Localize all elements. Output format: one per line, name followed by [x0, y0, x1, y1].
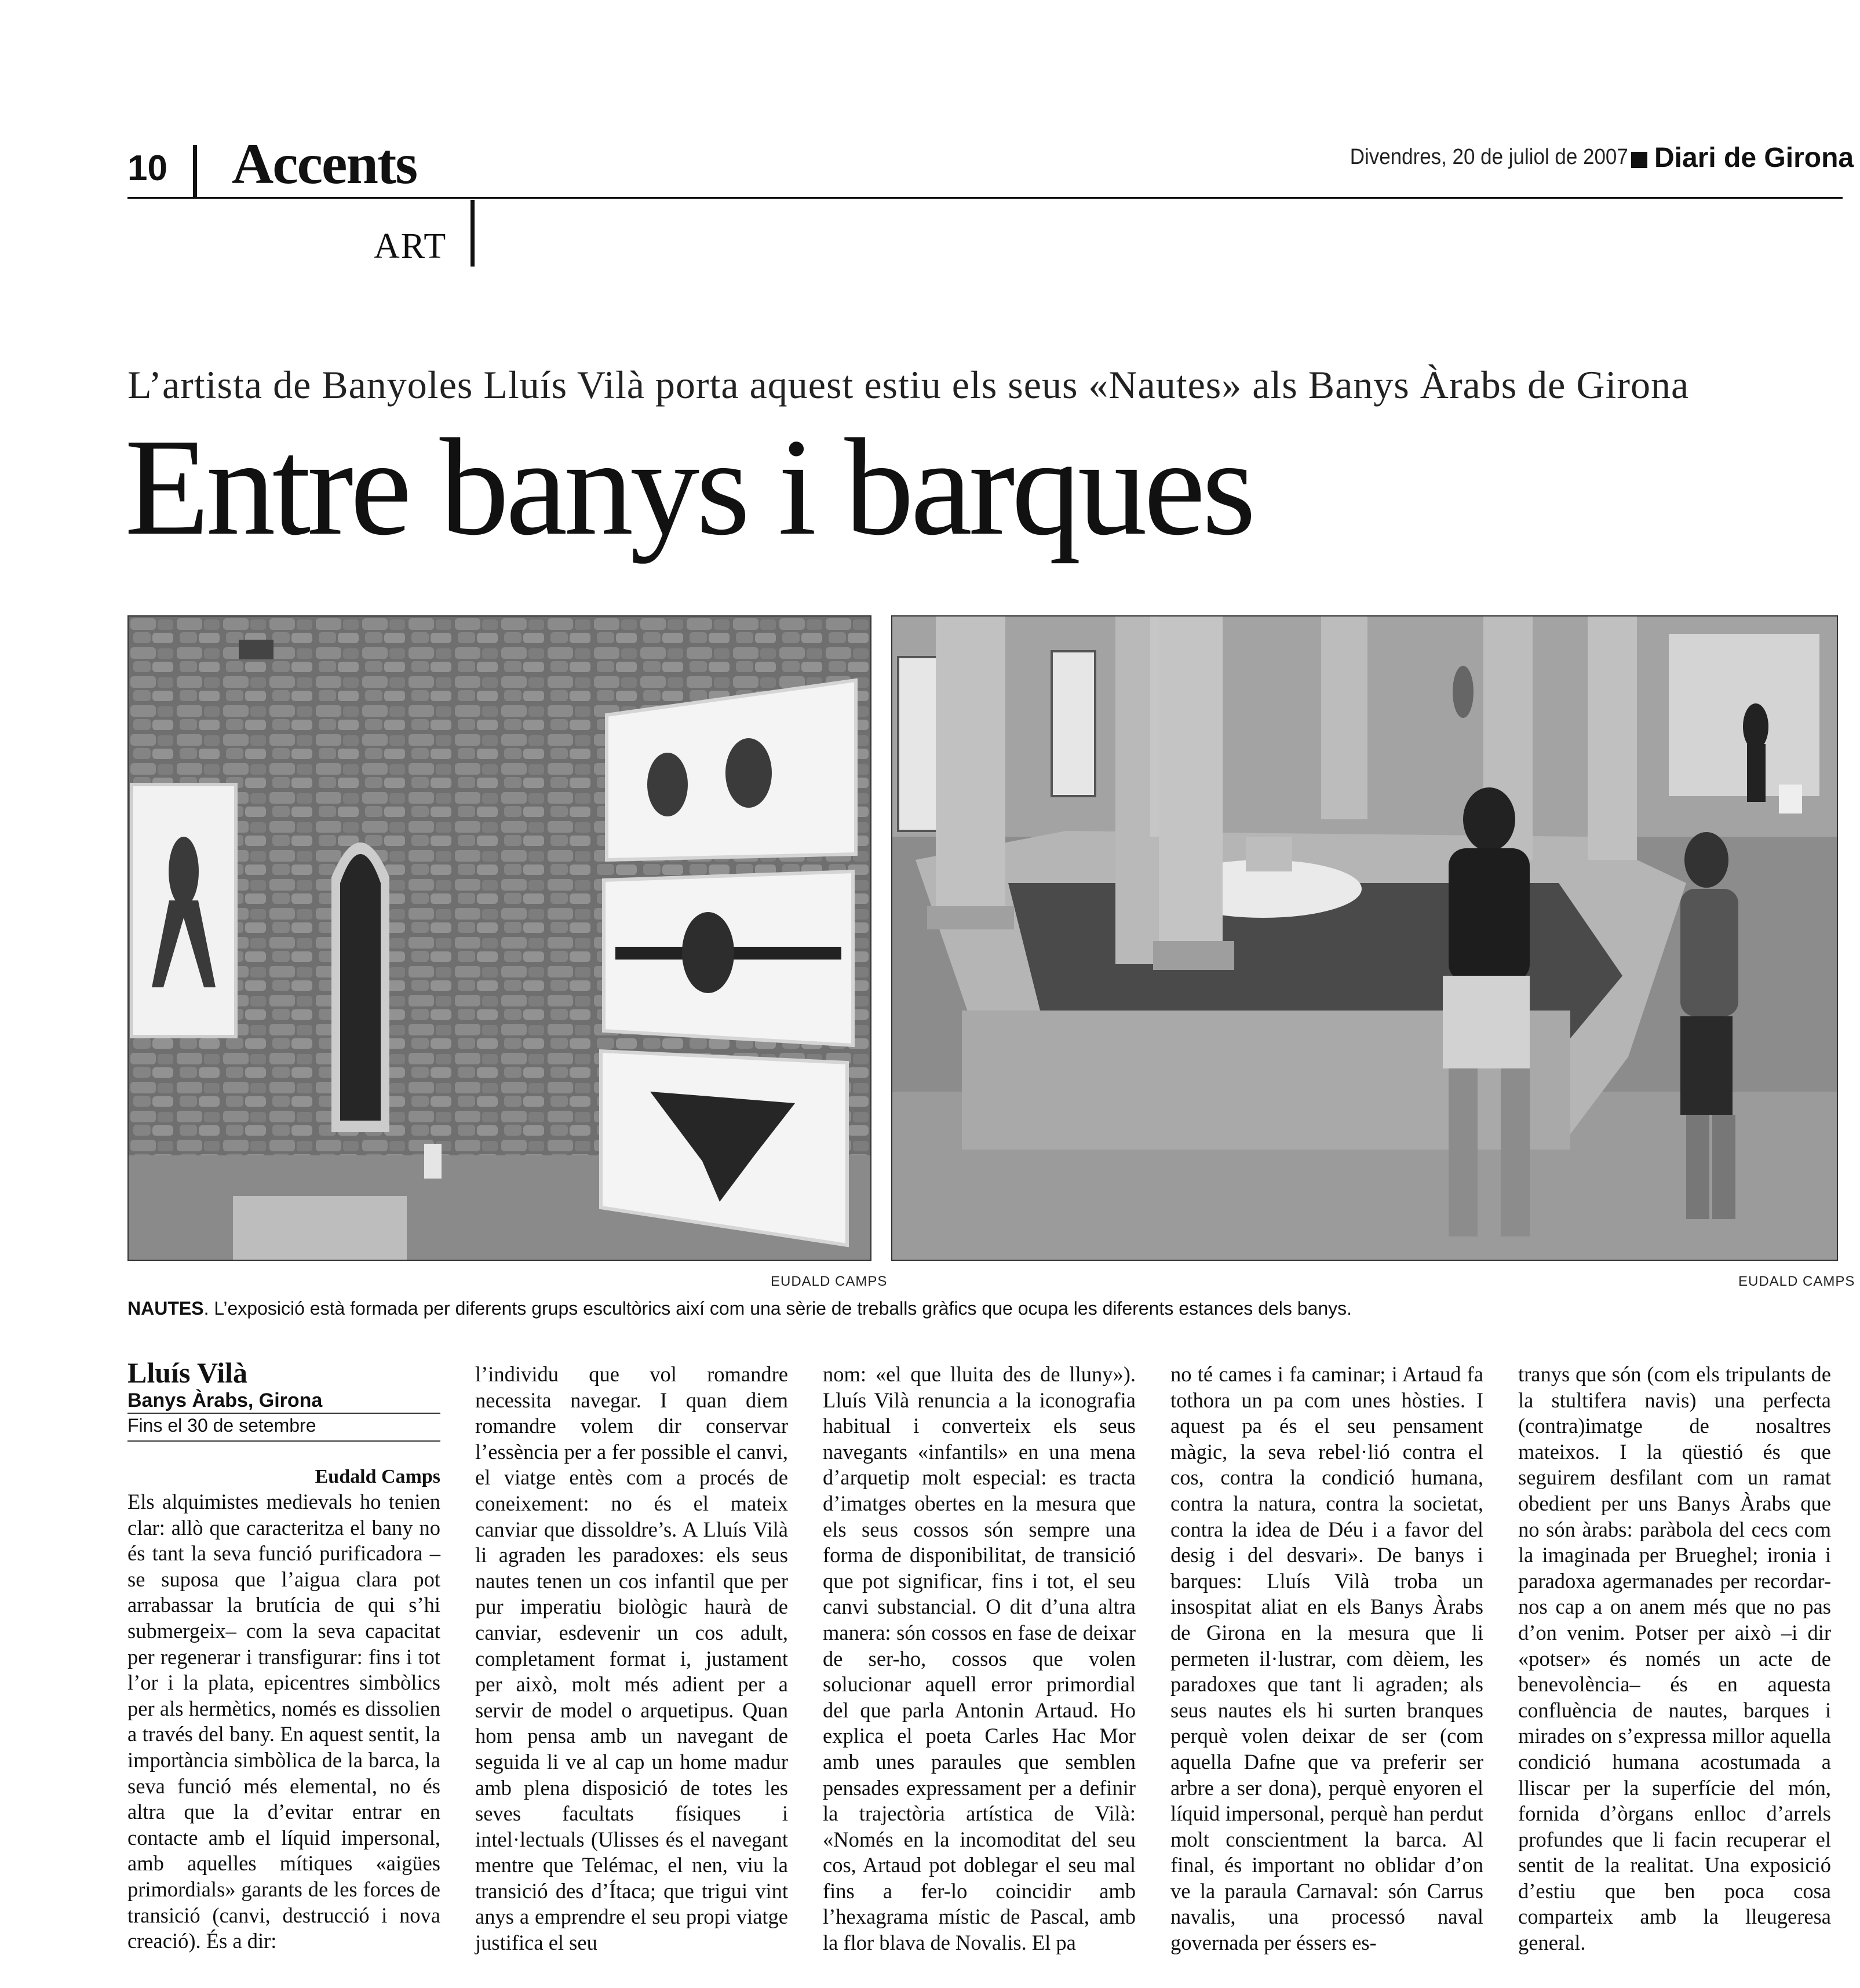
article-kicker: L’artista de Banyoles Lluís Vilà porta aquest estiu els seus «Nautes» als Banys Àrabs de Girona — [127, 363, 1690, 407]
subsection-label: ART — [374, 227, 447, 266]
column-text: l’individu que vol romandre necessita navegar. I quan diem romandre volem dir conservar l’essència per a fer possible el canvi, el viatge entès com a procés de coneixement: no és el mateix canviar que dissoldre’s. A Lluís Vilà li agraden les paradoxes: els seus nautes tenen un cos infantil que per pur imperatiu biològic haurà de canviar, esdevenir un cos adult, completament format i, justament per això, molt més adient per a servir de model o arquetipus. Quan hom pensa amb un navegant de seguida li ve al cap un home madur amb plena disposició de totes les seves facultats físiques i intel·lectuals (Ulisses és el navegant mentre que Telémac, el nen, viu la transició des d’Ítaca; que trigui vint anys a emprendre el seu propi viatge justifica el seu — [475, 1362, 788, 1955]
exhibition-photo-left — [127, 615, 871, 1261]
body-column-1 — [127, 1489, 440, 1954]
column-text: tranys que són (com els tripulants de la stultifera navis) una perfecta (contra)imatge de nosaltres mateixos. I la qüestió és que seguirem desfilant com un ramat obedient per uns Banys Àrabs que no són àrabs: paràbola del cecs com la imaginada per Brueghel; ironia i paradoxa agermanades per recordar-nos cap a on anem més que no pas d’on venim. Potser per això –i dir «potser» és només un acte de benevolència– és en aquesta confluència de nautes, barques i mirades on s’expressa millor aquella condició humana acostumada a lliscar per la superfície del món, fornida d’òrgans enlloc d’arrels profundes que li facin recuperar el sentit de la realitat. Una exposició d’estiu que ben poca cosa comparteix amb la lleugeresa general. — [1518, 1362, 1831, 1955]
arab-baths-scene — [892, 617, 1837, 1260]
byline: Eudald Camps — [315, 1466, 440, 1487]
article-headline: Entre banys i barques — [125, 410, 1253, 564]
column-text: nom: «el que lluita des de lluny»). Lluís Vilà renuncia a la iconografia habitual i converteix els seus navegants «infantils» en una mena d’arquetip molt especial: es tracta d’imatges obertes en la mesura que els seus cossos són sempre una forma de disponibilitat, de transició que pot significar, fins i tot, el seu canvi substancial. O dit d’una altra manera: són cossos en fase de deixar de ser-ho, cossos que volen solucionar aquell error primordial del que parla Antonin Artaud. Ho explica el poeta Carles Hac Mor amb unes paraules que semblen pensades expressament per a definir la trajectòria artística de Vilà: «Només en la incomoditat del seu cos, Artaud pot doblegar el seu mal fins a fer-lo coincidir amb l’hexagrama místic de Pascal, amb la flor blava de Novalis. El pa — [823, 1362, 1136, 1955]
photo-credit-left: EUDALD CAMPS — [771, 1274, 888, 1289]
body-column-2 — [475, 1362, 788, 1956]
caption-text: . L’exposició està formada per diferents grups escultòrics així com una sèrie de treballs gràfics que ocupa les diferents estances dels banys. — [203, 1298, 1352, 1319]
date-line: Divendres, 20 de juliol de 2007 — [1350, 145, 1628, 169]
header-rule — [127, 197, 1843, 199]
info-artist-name: Lluís Vilà — [127, 1356, 248, 1389]
exhibition-photo-right — [891, 615, 1838, 1261]
body-column-4 — [1170, 1362, 1483, 1956]
column-text: no té cames i fa caminar; i Artaud fa tothora un pa com unes hòsties. I aquest pa és el seu pensament màgic, la seva rebel·lió contra el cos, contra la condició humana, contra la natura, contra la societat, contra la idea de Déu i a favor del desig i del desvari». De banys i barques: Lluís Vilà troba un insospitat aliat en els Banys Àrabs de Girona en la mesura que li permeten il·lustrar, com dèiem, les paradoxes que tant li agraden; als seus nautes els hi surten branques perquè volen deixar de ser (com aquella Dafne que va preferir ser arbre a ser dona), perquè enyoren el líquid impersonal, perquè han perdut molt conscientment la barca. Al final, és important no oblidar d’on ve la paraula Carnaval: són Carrus navalis, una processó naval governada per éssers es- — [1170, 1362, 1483, 1955]
newspaper-name: Diari de Girona — [1654, 143, 1854, 173]
info-rule-top — [127, 1413, 440, 1414]
body-column-5 — [1518, 1362, 1831, 1956]
stone-wall-scene — [129, 617, 870, 1260]
info-venue: Banys Àrabs, Girona — [127, 1389, 323, 1411]
info-rule-bottom — [127, 1440, 440, 1442]
subsection-divider — [471, 200, 475, 267]
square-bullet-icon — [1631, 152, 1647, 168]
column-text: Els alquimistes medievals ho tenien clar: allò que caracteritza el bany no és tant la seva funció purificadora –se suposa que l’aigua clara pot arrabassar la brutícia de qui s’hi submergeix– com la seva capacitat per regenerar i transfigurar: fins i tot l’or i la plata, epicentres simbòlics per als hermètics, només es dissolien a través del bany. En aquest sentit, la importància simbòlica de la barca, la seva funció més elemental, no és altra que la d’evitar entrar en contacte amb el líquid impersonal, amb aquelles mítiques «aigües primordials» garants de les forces de transició (canvi, destrucció i nova creació). És a dir: — [127, 1490, 440, 1953]
section-title: Accents — [232, 132, 417, 196]
photo-credit-right: EUDALD CAMPS — [1738, 1274, 1855, 1289]
caption-lead: NAUTES — [127, 1298, 204, 1319]
header-divider — [193, 145, 197, 197]
info-dates: Fins el 30 de setembre — [127, 1415, 316, 1436]
photo-caption — [127, 1298, 1352, 1319]
page-number: 10 — [127, 148, 167, 188]
body-column-3 — [823, 1362, 1136, 1956]
